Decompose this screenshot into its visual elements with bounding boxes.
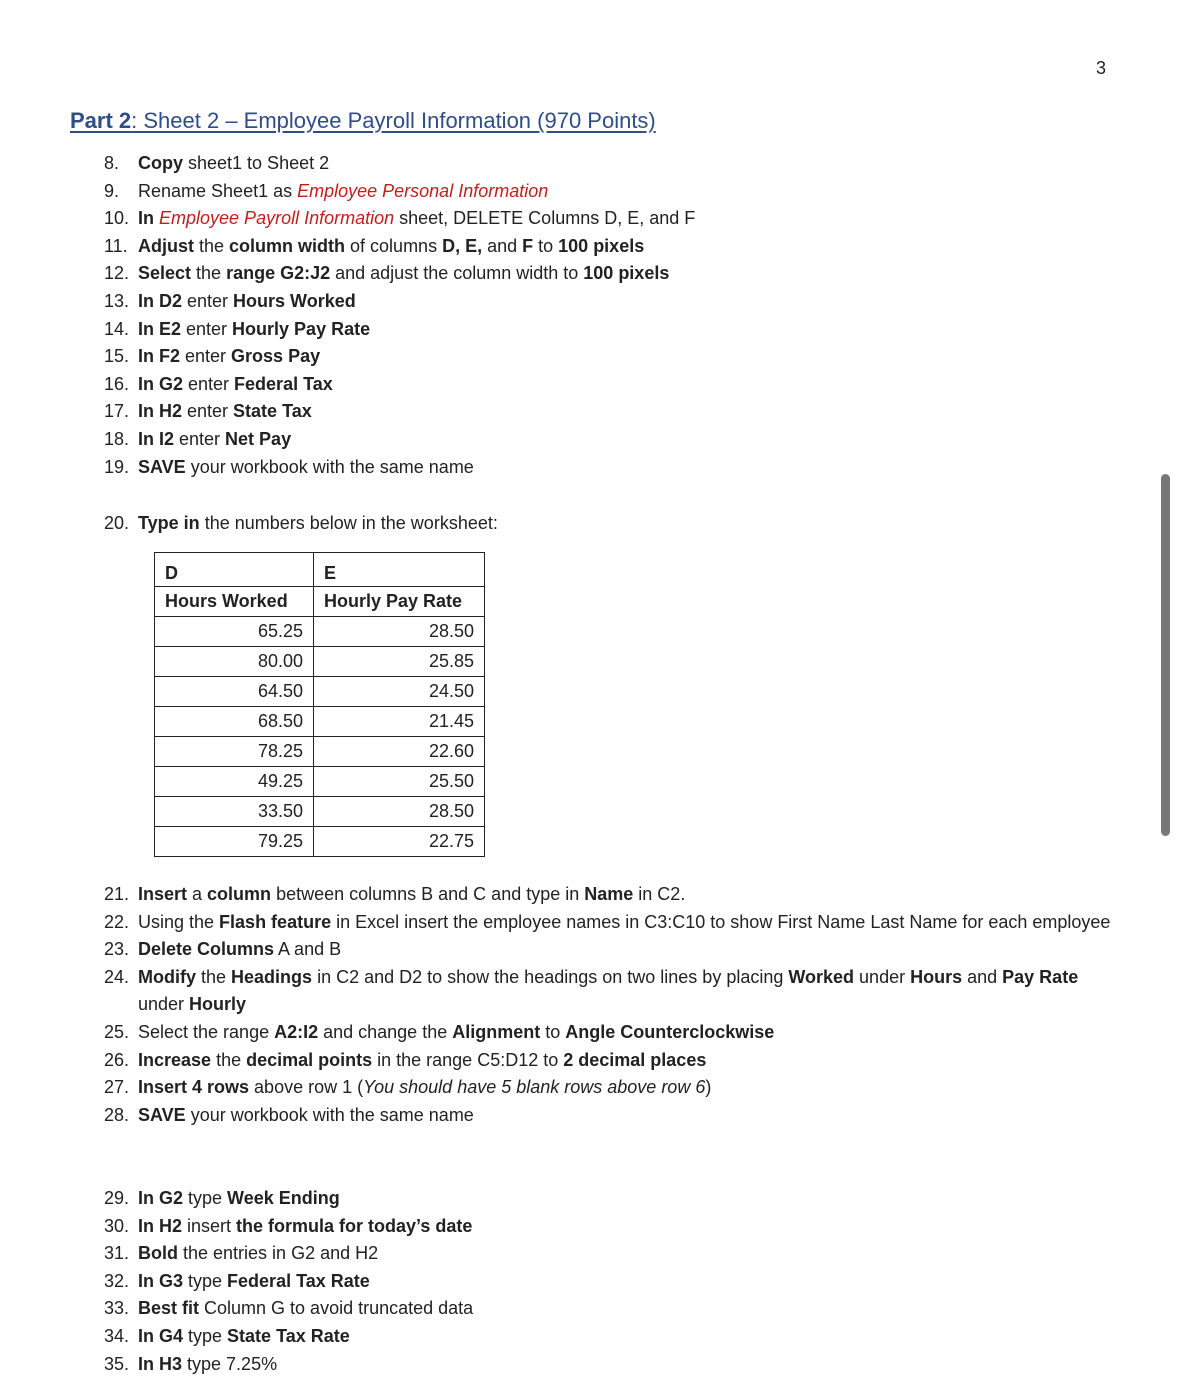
step-text: SAVE (138, 1104, 186, 1125)
step-text: sheet, DELETE Columns D, E, and F (394, 208, 696, 229)
step-number: 35. (104, 1353, 130, 1374)
section-heading (70, 108, 656, 134)
step-text: Modify (138, 966, 196, 987)
step-text: enter (183, 373, 235, 394)
step-text: in Excel insert the employee names in C3:C10 to show First Name Last Name for each employee (331, 911, 1111, 932)
step-text: Insert 4 rows (138, 1077, 250, 1098)
hours-rate-table (154, 552, 485, 857)
table-row (155, 617, 485, 647)
step-text: Flash feature (219, 911, 332, 932)
step-number: 27. (104, 1077, 130, 1098)
step-text: In I2 (138, 428, 175, 449)
step-number: 19. (104, 456, 130, 477)
step-text: sheet1 to Sheet 2 (183, 153, 330, 173)
step-number: 9. (104, 180, 120, 201)
step-text: Worked (788, 966, 855, 987)
table-row (155, 797, 485, 827)
step-number: 16. (104, 373, 130, 394)
step-text: the (191, 263, 227, 284)
step-number: 33. (104, 1298, 130, 1319)
step-24 (104, 964, 1128, 1019)
step-text: 100 pixels (583, 263, 670, 284)
step-text: You should have 5 blank rows above row 6 (363, 1077, 706, 1098)
column-letter-d: D (155, 553, 314, 587)
step-number: 32. (104, 1270, 130, 1291)
cell-hourly-pay-rate: 21.45 (314, 707, 485, 737)
steps-list-type-numbers (104, 510, 498, 538)
step-text: D, E, (442, 235, 483, 256)
step-text: in C2 and D2 to show the headings on two lines by placing (312, 966, 789, 987)
step-text: In H2 (138, 1215, 183, 1236)
step-text: In H3 (138, 1353, 183, 1374)
step-text: Hours Worked (233, 290, 356, 311)
step-text: and change the (318, 1021, 453, 1042)
step-text: the (196, 966, 232, 987)
cell-hours-worked: 79.25 (155, 827, 314, 857)
step-number: 13. (104, 290, 130, 311)
column-letter-row (155, 553, 485, 587)
step-number: 30. (104, 1215, 130, 1236)
step-29 (104, 1185, 473, 1213)
step-18 (104, 426, 695, 454)
step-number: 24. (104, 966, 130, 987)
step-text: Net Pay (225, 428, 292, 449)
column-header-row (155, 587, 485, 617)
step-number: 29. (104, 1188, 130, 1208)
table-row (155, 767, 485, 797)
step-text: enter (181, 318, 233, 339)
step-text: In G2 (138, 373, 184, 394)
step-number: 26. (104, 1049, 130, 1070)
step-text: above row 1 ( (249, 1077, 364, 1098)
step-text: Best fit (138, 1298, 200, 1319)
step-text: State Tax (233, 401, 312, 422)
cell-hourly-pay-rate: 25.85 (314, 647, 485, 677)
step-text: Copy (138, 153, 183, 173)
cell-hours-worked: 68.50 (155, 707, 314, 737)
step-25 (104, 1019, 1128, 1047)
step-text: In (138, 208, 154, 229)
step-number: 20. (104, 513, 130, 533)
step-22 (104, 909, 1128, 937)
step-number: 18. (104, 428, 130, 449)
steps-list-formatting (104, 881, 1128, 1129)
step-text: Employee Payroll Information (159, 208, 395, 229)
step-16 (104, 371, 695, 399)
step-text: enter (182, 401, 234, 422)
step-text: Column G to avoid truncated data (199, 1298, 474, 1319)
step-text: under (854, 966, 911, 987)
cell-hourly-pay-rate: 25.50 (314, 767, 485, 797)
step-31 (104, 1240, 473, 1268)
step-33 (104, 1295, 473, 1323)
step-text: F (522, 235, 534, 256)
step-text: a (187, 884, 208, 904)
heading-title: : Sheet 2 – Employee Payroll Information (970 Points) (131, 108, 656, 133)
table-row (155, 737, 485, 767)
step-text: Using the (138, 911, 220, 932)
step-text: the numbers below in the worksheet: (199, 513, 498, 533)
step-number: 15. (104, 346, 130, 367)
table-row (155, 707, 485, 737)
step-text: and adjust the column width to (330, 263, 584, 284)
step-text: In H2 (138, 401, 183, 422)
table-row (155, 827, 485, 857)
step-text: Rename Sheet1 as (138, 180, 298, 201)
step-13 (104, 288, 695, 316)
step-19 (104, 454, 695, 482)
step-text: type 7.25% (182, 1353, 278, 1374)
cell-hourly-pay-rate: 22.75 (314, 827, 485, 857)
step-text: Adjust (138, 235, 194, 256)
step-text: of columns (345, 235, 443, 256)
heading-part-label: Part 2 (70, 108, 132, 133)
step-text: A2:I2 (274, 1021, 319, 1042)
step-35 (104, 1351, 473, 1379)
step-number: 28. (104, 1104, 130, 1125)
step-number: 21. (104, 884, 130, 904)
step-number: 8. (104, 153, 120, 173)
step-text: Week Ending (227, 1188, 340, 1208)
step-text: your workbook with the same name (185, 1104, 474, 1125)
step-text: the (211, 1049, 247, 1070)
page-number: 3 (1096, 58, 1107, 78)
step-32 (104, 1268, 473, 1296)
step-text: the entries in G2 and H2 (178, 1243, 379, 1264)
step-number: 14. (104, 318, 130, 339)
step-text: SAVE (138, 456, 186, 477)
step-text: type (183, 1270, 228, 1291)
step-number: 11. (104, 235, 128, 256)
step-text: enter (182, 290, 234, 311)
cell-hours-worked: 64.50 (155, 677, 314, 707)
step-text: In G3 (138, 1270, 184, 1291)
step-text: and (962, 966, 1003, 987)
step-34 (104, 1323, 473, 1351)
step-27 (104, 1074, 1128, 1102)
step-number: 10. (104, 208, 130, 229)
step-text: type (183, 1325, 228, 1346)
step-text: Pay Rate (1002, 966, 1079, 987)
step-text: under (138, 994, 190, 1015)
step-text: to (533, 235, 559, 256)
step-text: between columns B and C and type in (271, 884, 585, 904)
cell-hourly-pay-rate: 22.60 (314, 737, 485, 767)
step-14 (104, 316, 695, 344)
steps-list-tax-setup (104, 1185, 473, 1378)
step-text: in the range C5:D12 to (372, 1049, 564, 1070)
step-text: Bold (138, 1243, 178, 1264)
step-17 (104, 398, 695, 426)
step-text: and (482, 235, 523, 256)
step-text: State Tax Rate (227, 1325, 350, 1346)
step-text: Hourly (189, 994, 247, 1015)
step-text: insert (182, 1215, 237, 1236)
step-text: Insert (138, 884, 188, 904)
cell-hours-worked: 65.25 (155, 617, 314, 647)
step-26 (104, 1047, 1128, 1075)
step-15 (104, 343, 695, 371)
step-text: Gross Pay (231, 346, 321, 367)
step-10 (104, 205, 695, 233)
step-text: Angle Counterclockwise (565, 1021, 775, 1042)
step-30 (104, 1213, 473, 1241)
step-text: Hourly Pay Rate (232, 318, 371, 339)
step-text: Increase (138, 1049, 212, 1070)
step-20 (104, 510, 498, 538)
step-number: 34. (104, 1325, 130, 1346)
step-text: Type in (138, 513, 200, 533)
step-text: 2 decimal places (563, 1049, 707, 1070)
step-text: Employee Personal Information (297, 180, 549, 201)
cell-hours-worked: 49.25 (155, 767, 314, 797)
step-text: Select (138, 263, 192, 284)
step-text: 100 pixels (558, 235, 645, 256)
step-text: the (194, 235, 230, 256)
step-text: type (183, 1188, 228, 1208)
step-21 (104, 881, 1128, 909)
step-28 (104, 1102, 1128, 1130)
step-text: In G2 (138, 1188, 184, 1208)
vertical-scrollbar[interactable] (1161, 474, 1170, 836)
step-text: enter (180, 346, 232, 367)
table-row (155, 677, 485, 707)
step-9 (104, 178, 695, 206)
step-text: In G4 (138, 1325, 184, 1346)
step-text: column width (229, 235, 346, 256)
step-text: Select the range (138, 1021, 275, 1042)
step-text: decimal points (246, 1049, 373, 1070)
column-letter-e: E (314, 553, 485, 587)
cell-hours-worked: 80.00 (155, 647, 314, 677)
cell-hourly-pay-rate: 28.50 (314, 797, 485, 827)
cell-hourly-pay-rate: 24.50 (314, 677, 485, 707)
step-text: Name (584, 884, 634, 904)
step-number: 12. (104, 263, 130, 284)
step-text: range G2:J2 (226, 263, 331, 284)
step-11 (104, 233, 695, 261)
step-23 (104, 936, 1128, 964)
step-text: your workbook with the same name (185, 456, 474, 477)
step-text: Alignment (452, 1021, 541, 1042)
cell-hours-worked: 78.25 (155, 737, 314, 767)
step-number: 31. (104, 1243, 130, 1264)
header-hours-worked: Hours Worked (155, 587, 314, 617)
step-text: In D2 (138, 290, 183, 311)
cell-hours-worked: 33.50 (155, 797, 314, 827)
step-text: enter (174, 428, 226, 449)
steps-list-setup (104, 150, 695, 481)
table-body (155, 617, 485, 857)
step-text: to (540, 1021, 566, 1042)
step-text: the formula for today’s date (236, 1215, 473, 1236)
step-text: Federal Tax (234, 373, 333, 394)
step-12 (104, 260, 695, 288)
step-text: Hours (910, 966, 963, 987)
step-8 (104, 150, 695, 178)
step-text: column (207, 884, 272, 904)
step-text: A and B (274, 939, 342, 960)
step-text: Federal Tax Rate (227, 1270, 370, 1291)
step-number: 23. (104, 939, 130, 960)
step-text: Delete Columns (138, 939, 275, 960)
table-row (155, 647, 485, 677)
step-number: 25. (104, 1021, 130, 1042)
step-text: ) (705, 1077, 712, 1098)
step-number: 22. (104, 911, 130, 932)
step-text: In E2 (138, 318, 182, 339)
header-hourly-pay-rate: Hourly Pay Rate (314, 587, 485, 617)
step-text: Headings (231, 966, 313, 987)
step-text: In F2 (138, 346, 181, 367)
cell-hourly-pay-rate: 28.50 (314, 617, 485, 647)
step-number: 17. (104, 401, 130, 422)
step-text: in C2. (633, 884, 686, 904)
